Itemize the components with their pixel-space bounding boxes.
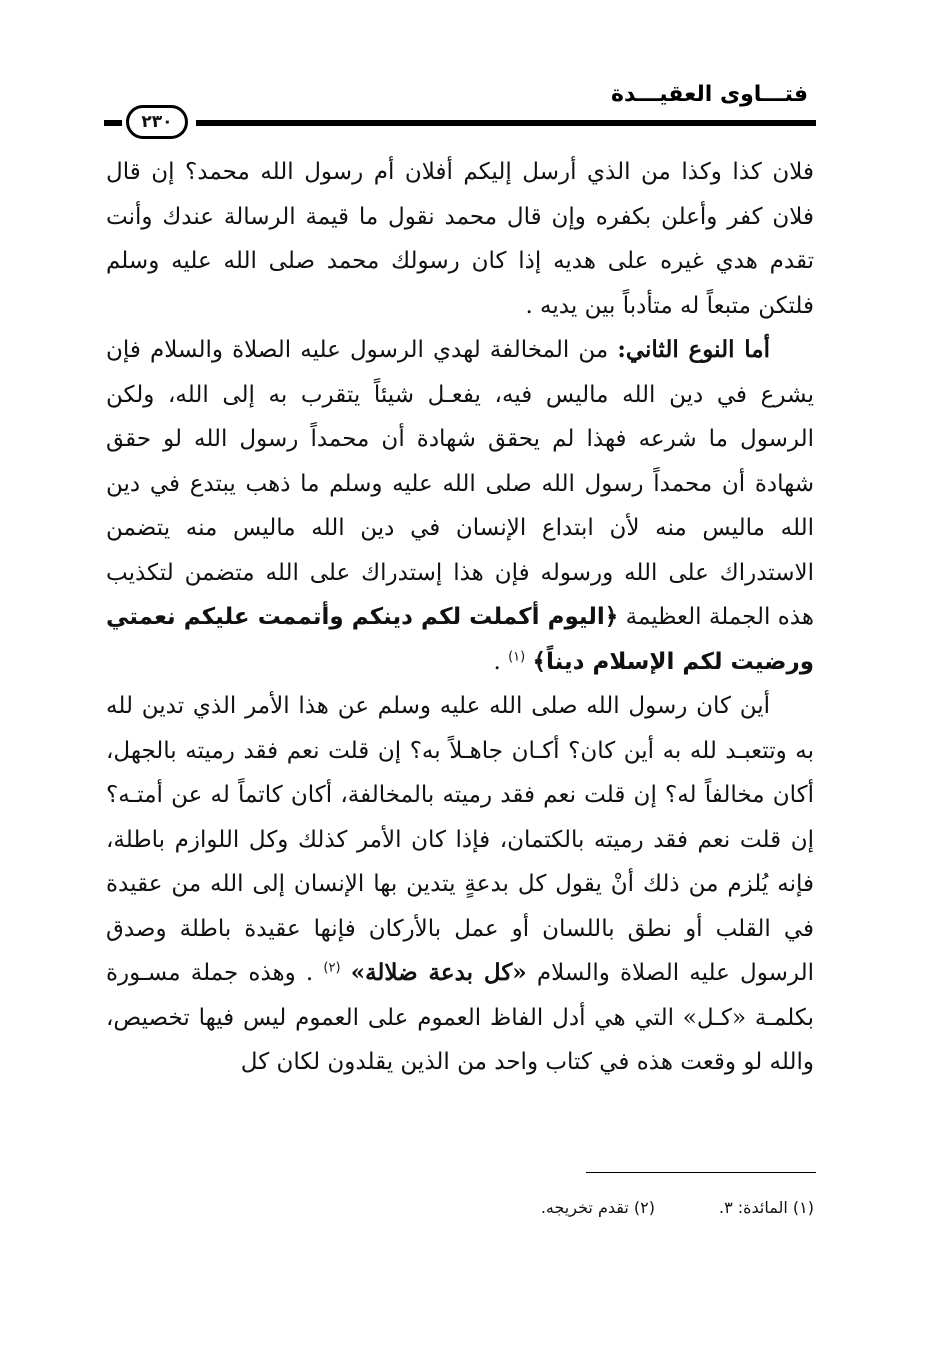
footnote-2: (٢) تقدم تخريجه.: [540, 1198, 655, 1217]
header-dash: [104, 120, 122, 126]
footnote-separator: [586, 1172, 816, 1173]
paragraph-tail: . وهذه جملة مسـورة بكلمـة «كـل» التي هي أدل الفاظ العموم على العموم ليس فيها تخصيص، والله لو وقعت هذه في كتاب واحد من الذين يقلدون لكان كل: [106, 960, 814, 1075]
paragraph-text: فلان كذا وكذا من الذي أرسل إليكم أفلان أم رسول الله محمد؟ إن قال فلان كفر وأعلن بكفره وإن قال محمد نقول ما قيمة الرسالة عندك وأنت تقدم هدي غيره على هديه إذا كان رسولك محمد صلى الله عليه وسلم فلتكن متبعاً له متأدباً بين يديه .: [106, 159, 814, 319]
page-number: ٢٣٠: [126, 105, 188, 139]
paragraph-tail: .: [493, 648, 509, 675]
page-header: [104, 78, 816, 138]
paragraph-1: [106, 150, 814, 328]
header-rule: [196, 120, 816, 126]
hadith-quote: «كل بدعة ضلالة»: [350, 959, 527, 986]
footnotes: [106, 1198, 814, 1217]
quran-verse: ﴿اليوم أكملت لكم دينكم وأتممت عليكم نعمتي ورضيت لكم الإسلام ديناً﴾: [106, 604, 814, 675]
section-lead: أما النوع الثاني:: [617, 336, 770, 363]
main-text: [106, 150, 814, 1085]
footnote-marker: (٢): [323, 960, 341, 976]
footnote-marker: (١): [508, 648, 526, 664]
book-title: فتـــاوى العقيـــدة: [611, 82, 808, 107]
paragraph-text: أين كان رسول الله صلى الله عليه وسلم عن هذا الأمر الذي تدين لله به وتتعبـد لله به أين كان؟ أكـان جاهـلاً به؟ إن قلت نعم فقد رميته بالجهل، أكان مخالفاً له؟ إن قلت نعم فقد رميته بالمخالفة، أكان كاتماً له عن أمتـه؟ إن قلت نعم فقد رميته بالكتمان، فإذا كان الأمر كذلك وكل اللوازم باطلة، فإنه يُلزم من ذلك أنْ يقول كل بدعةٍ يتدين بها الإنسان إلى الله من عقيدة في القلب أو نطق باللسان أو عمل بالأركان فإنها عقيدة باطلة وصدق الرسول عليه الصلاة والسلام: [106, 693, 815, 986]
paragraph-3: [106, 684, 814, 1085]
paragraph-2: [106, 328, 814, 684]
footnote-1: (١) المائدة: ٣.: [718, 1198, 814, 1217]
paragraph-text: من المخالفة لهدي الرسول عليه الصلاة والسلام فإن يشرع في دين الله ماليس فيه، يفعـل شيئاً يتقرب به إلى الله، ولكن الرسول ما شرعه فهذا لم يحقق شهادة أن محمداً رسول الله لو حقق شهادة أن محمداً رسول الله صلى الله عليه وسلم ما ذهب يبتدع في دين الله ماليس منه لأن ابتداع الإنسان في دين الله ماليس منه يتضمن الاستدراك على الله ورسوله فإن هذا إستدراك على الله متضمن لتكذيب هذه الجملة العظيمة: [106, 337, 814, 630]
